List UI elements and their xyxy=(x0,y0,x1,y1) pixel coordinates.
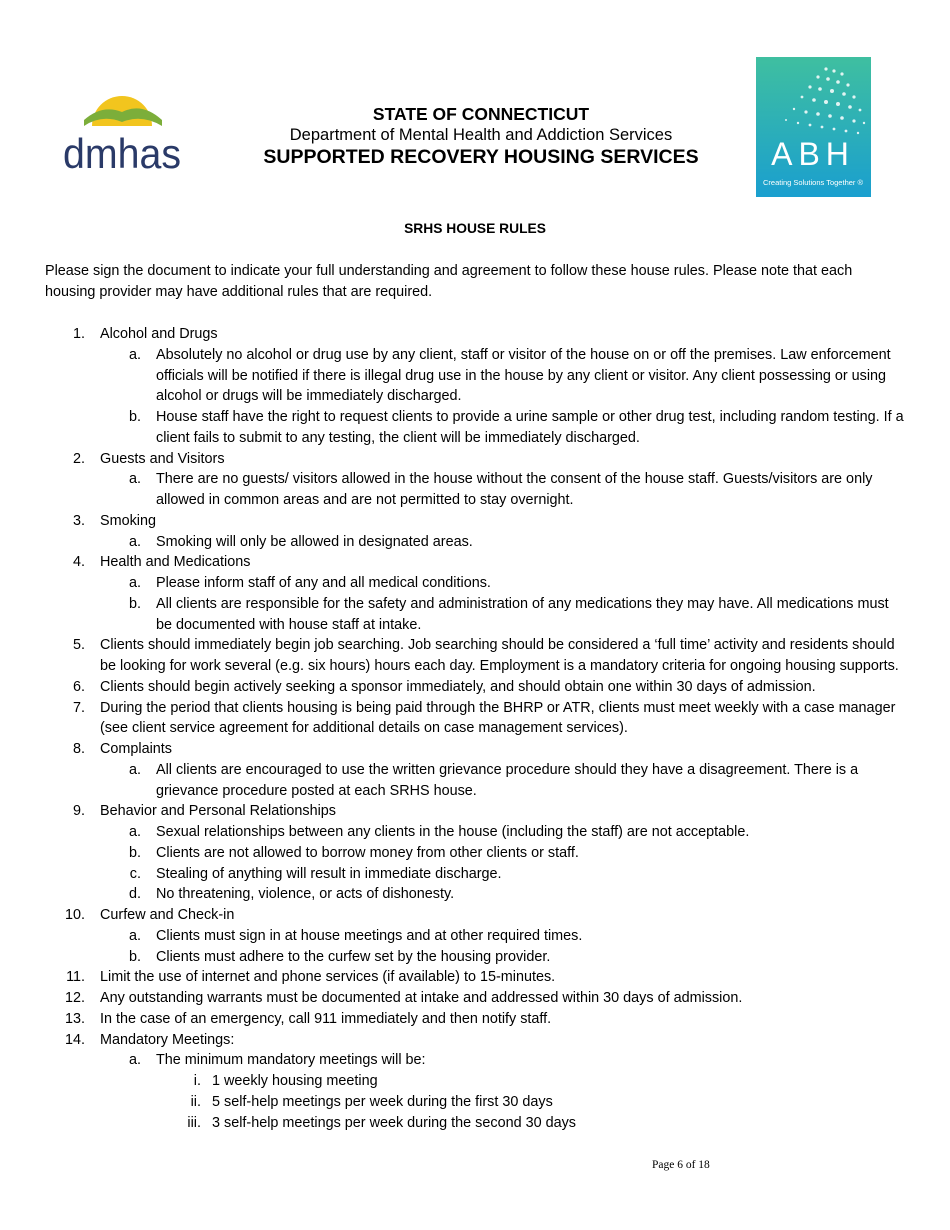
list-marker: a. xyxy=(128,761,141,778)
rule-subitem xyxy=(45,1050,905,1071)
list-item-text: The minimum mandatory meetings will be: xyxy=(156,1052,426,1069)
list-marker: b. xyxy=(128,844,141,861)
list-item-text: Complaints xyxy=(100,741,172,757)
rule-item xyxy=(45,1009,905,1030)
rule-subitem xyxy=(45,345,905,407)
list-marker: a. xyxy=(128,575,141,591)
rule-subitem xyxy=(45,864,905,885)
list-marker: 6. xyxy=(72,678,85,695)
list-marker: 10. xyxy=(64,907,85,923)
rule-item xyxy=(45,801,905,822)
list-item-text: Behavior and Personal Relationships xyxy=(100,803,336,820)
rule-item xyxy=(45,739,905,760)
list-item-text: Please inform staff of any and all medical conditions. xyxy=(156,575,491,591)
header-department: Department of Mental Health and Addiction Services xyxy=(289,126,673,144)
list-marker: a. xyxy=(128,1052,141,1069)
list-item-text: All clients are responsible for the safety and administration of any medications they may have. All medications must be documented with house staff at intake. xyxy=(156,595,889,633)
list-marker: a. xyxy=(128,471,141,488)
abh-logo xyxy=(756,57,871,197)
list-item-text: Clients must adhere to the curfew set by the housing provider. xyxy=(156,948,551,965)
rule-subitem xyxy=(45,884,905,905)
list-marker: 7. xyxy=(72,699,85,716)
rule-subitem xyxy=(45,926,905,947)
rule-item xyxy=(45,698,905,740)
rule-subitem xyxy=(45,407,905,449)
list-marker: 2. xyxy=(72,450,85,467)
list-marker: a. xyxy=(128,533,141,550)
list-marker: b. xyxy=(128,595,141,612)
rule-subitem xyxy=(45,594,905,636)
list-item-text: All clients are encouraged to use the written grievance procedure should they have a disagreement. There is a grievance procedure posted at each SRHS house. xyxy=(156,761,859,799)
house-rules-list xyxy=(45,324,905,1133)
rule-item xyxy=(45,967,905,988)
rule-item xyxy=(45,988,905,1009)
list-marker: 13. xyxy=(64,1010,85,1027)
list-item-text: 3 self-help meetings per week during the second 30 days xyxy=(212,1114,576,1131)
dmhas-logo-text: dmhas xyxy=(63,130,181,174)
rule-subsubitem xyxy=(45,1071,905,1092)
list-marker: a. xyxy=(128,927,141,944)
dmhas-logo xyxy=(62,72,182,174)
list-marker: d. xyxy=(128,886,141,903)
rule-subitem xyxy=(45,532,905,553)
rule-subitem xyxy=(45,760,905,802)
header-state: STATE OF CONNECTICUT xyxy=(372,104,590,124)
intro-paragraph: Please sign the document to indicate your full understanding and agreement to follow these house rules. Please note that each housing provider may have additional rules that are required. xyxy=(45,263,853,300)
rule-subitem xyxy=(45,947,905,968)
list-item-text: Guests and Visitors xyxy=(100,450,225,467)
list-item-text: House staff have the right to request clients to provide a urine sample or other drug test, including random testing. If a client fails to submit to any testing, the client will be immediately discharged. xyxy=(156,409,904,446)
list-marker: b. xyxy=(128,409,141,425)
list-item-text: Sexual relationships between any clients in the house (including the staff) are not acceptable. xyxy=(156,824,750,840)
rule-item xyxy=(45,1030,905,1051)
list-item-text: No threatening, violence, or acts of dishonesty. xyxy=(156,886,455,903)
list-item-text: Limit the use of internet and phone services (if available) to 15-minutes. xyxy=(100,969,556,986)
list-marker: 5. xyxy=(72,637,85,654)
list-marker: i. xyxy=(193,1073,201,1089)
list-item-text: In the case of an emergency, call 911 immediately and then notify staff. xyxy=(100,1010,552,1027)
list-item-text: Health and Medications xyxy=(100,554,251,571)
abh-tagline: Creating Solutions Together ® xyxy=(762,178,864,187)
list-item-text: 5 self-help meetings per week during the first 30 days xyxy=(212,1093,553,1110)
list-item-text: Smoking will only be allowed in designated areas. xyxy=(156,533,473,550)
list-item-text: 1 weekly housing meeting xyxy=(212,1073,378,1089)
list-item-text: Curfew and Check-in xyxy=(100,907,235,923)
document-header xyxy=(230,104,732,169)
list-marker: 12. xyxy=(64,990,85,1006)
list-marker: a. xyxy=(128,346,141,363)
header-program: SUPPORTED RECOVERY HOUSING SERVICES xyxy=(263,146,699,168)
list-item-text: Smoking xyxy=(100,512,156,529)
list-marker: 1. xyxy=(72,326,85,342)
rule-item xyxy=(45,905,905,926)
rule-subsubitem xyxy=(45,1092,905,1113)
rule-item xyxy=(45,511,905,532)
list-item-text: Stealing of anything will result in immediate discharge. xyxy=(156,865,502,882)
rule-subitem xyxy=(45,573,905,594)
list-item-text: Clients should immediately begin job searching. Job searching should be considered a ‘full time’ activity and residents should be looking for work several (e.g. six hours) hours each day. Employment is a mandatory criteria for ongoing housing supports. xyxy=(100,637,899,674)
list-marker: 4. xyxy=(72,554,85,571)
abh-letters: ABH xyxy=(771,136,855,172)
document-title: SRHS HOUSE RULES xyxy=(404,221,546,236)
list-item-text: Clients should begin actively seeking a sponsor immediately, and should obtain one within 30 days of admission. xyxy=(100,678,816,695)
rule-subitem xyxy=(45,822,905,843)
rule-item xyxy=(45,449,905,470)
list-item-text: Clients must sign in at house meetings and at other required times. xyxy=(156,927,583,944)
rule-item xyxy=(45,324,905,345)
list-item-text: Alcohol and Drugs xyxy=(100,326,218,342)
list-marker: c. xyxy=(129,865,141,882)
list-item-text: There are no guests/ visitors allowed in the house without the consent of the house staff. Guests/visitors are only allowed in common areas and are not permitted to stay overnight. xyxy=(156,471,873,508)
abh-background xyxy=(756,57,871,197)
rule-item xyxy=(45,635,905,677)
rule-item xyxy=(45,552,905,573)
list-marker: 8. xyxy=(72,741,85,757)
list-marker: a. xyxy=(128,824,141,840)
list-marker: b. xyxy=(128,948,141,965)
list-marker: 3. xyxy=(72,512,85,529)
list-item-text: Mandatory Meetings: xyxy=(100,1031,235,1048)
rule-item xyxy=(45,677,905,698)
list-item-text: Any outstanding warrants must be documented at intake and addressed within 30 days of admission. xyxy=(100,990,743,1006)
list-item-text: Absolutely no alcohol or drug use by any client, staff or visitor of the house on or off the premises. Law enforcement officials will be notified if there is illegal drug use in the house by any client or visitor. Any client possessing or using alcohol or drugs will be immediately discharged. xyxy=(156,346,891,405)
list-marker: 9. xyxy=(72,803,85,820)
list-item-text: Clients are not allowed to borrow money from other clients or staff. xyxy=(156,844,579,861)
rule-subsubitem xyxy=(45,1113,905,1134)
list-marker: 11. xyxy=(66,969,85,986)
list-item-text: During the period that clients housing is being paid through the BHRP or ATR, clients must meet weekly with a case manager (see client service agreement for additional details on case management services). xyxy=(100,699,896,737)
list-marker: iii. xyxy=(187,1114,201,1131)
rule-subitem xyxy=(45,469,905,511)
page-number: Page 6 of 18 xyxy=(652,1159,710,1171)
list-marker: ii. xyxy=(190,1093,201,1110)
list-marker: 14. xyxy=(64,1031,85,1048)
rule-subitem xyxy=(45,843,905,864)
